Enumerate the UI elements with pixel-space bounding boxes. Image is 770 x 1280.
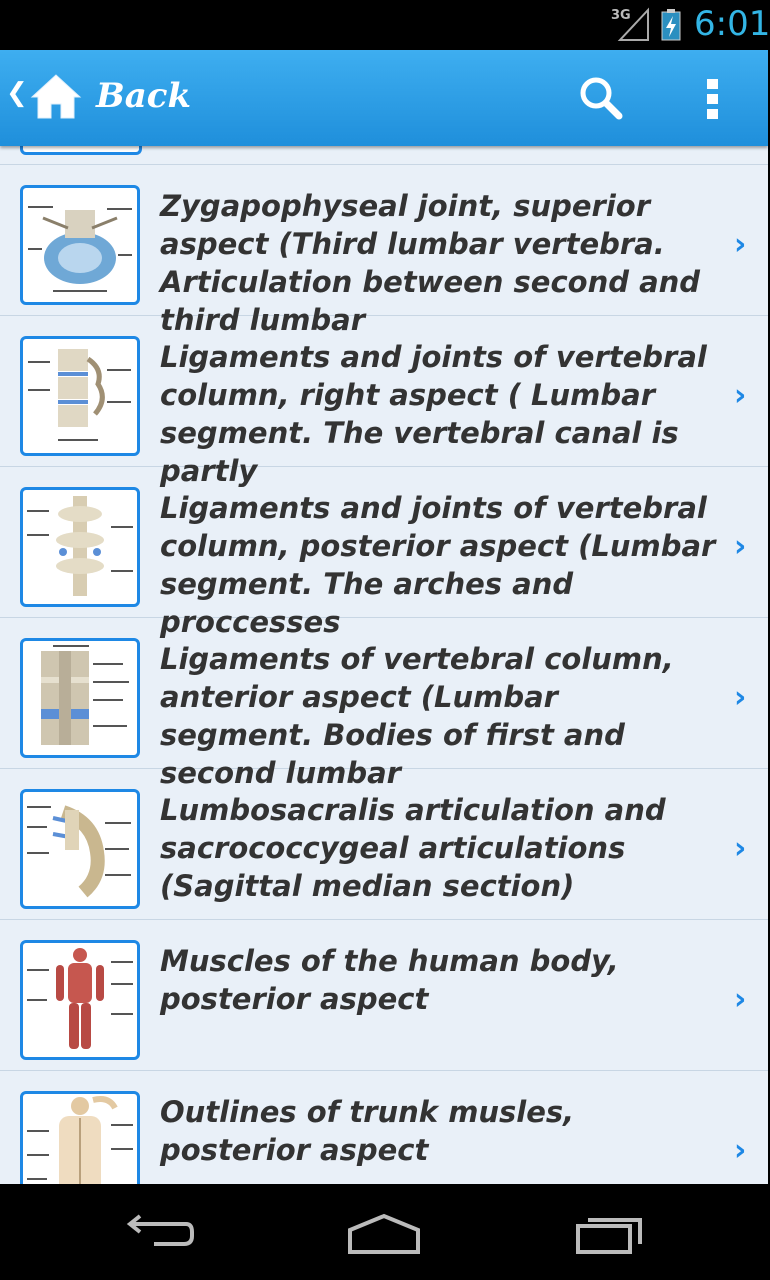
list-item[interactable] [0, 467, 768, 639]
home-icon[interactable] [30, 72, 82, 126]
chevron-right-icon: › [734, 227, 747, 262]
action-bar [0, 50, 768, 146]
item-title: Ligaments of vertebral column, anterior aspect (Lumbar segment. Bodies of first and second lumbar [160, 642, 674, 790]
clock: 6:01 [694, 4, 770, 44]
item-title: Ligaments and joints of vertebral column, right aspect ( Lumbar segment. The vertebral canal is partly [160, 340, 707, 488]
status-bar [0, 0, 768, 50]
back-title[interactable]: Back [96, 76, 192, 116]
chevron-right-icon: › [734, 378, 747, 413]
thumbnail [20, 185, 140, 305]
up-caret-icon[interactable]: ❮ [6, 78, 28, 108]
thumbnail [20, 940, 140, 1060]
list-item[interactable] [0, 618, 768, 790]
thumbnail [20, 638, 140, 758]
home-nav-icon[interactable] [346, 1212, 422, 1260]
list-item[interactable] [0, 920, 768, 1071]
signal-icon [618, 8, 650, 44]
article-list[interactable] [0, 146, 768, 1184]
back-icon[interactable] [124, 1212, 196, 1256]
overflow-menu-icon[interactable] [694, 76, 734, 126]
list-item[interactable] [0, 165, 768, 337]
thumbnail [20, 336, 140, 456]
chevron-right-icon: › [734, 1133, 747, 1168]
list-item[interactable] [0, 316, 768, 488]
item-title: Lumbosacralis articulation and sacrococcygeal articulations (Sagittal median section) [160, 793, 666, 903]
item-title: Ligaments and joints of vertebral column, posterior aspect (Lumbar segment. The arches and proccesses [160, 491, 716, 639]
network-type: 3G [611, 8, 631, 23]
chevron-right-icon: › [734, 529, 747, 564]
item-title: Muscles of the human body, posterior aspect [160, 944, 619, 1016]
list-item-partial[interactable] [0, 146, 768, 165]
recent-apps-icon[interactable] [574, 1212, 646, 1260]
list-item[interactable] [0, 769, 768, 920]
battery-charging-icon [660, 8, 682, 46]
chevron-right-icon: › [734, 831, 747, 866]
thumbnail [20, 789, 140, 909]
chevron-right-icon: › [734, 982, 747, 1017]
chevron-right-icon: › [734, 680, 747, 715]
item-title: Outlines of trunk musles, posterior aspect [160, 1095, 575, 1167]
thumbnail [20, 487, 140, 607]
search-icon[interactable] [576, 74, 624, 126]
item-title: Zygapophyseal joint, superior aspect (Third lumbar vertebra. Articulation between second and third lumbar [160, 189, 701, 337]
navigation-bar [0, 1184, 768, 1280]
